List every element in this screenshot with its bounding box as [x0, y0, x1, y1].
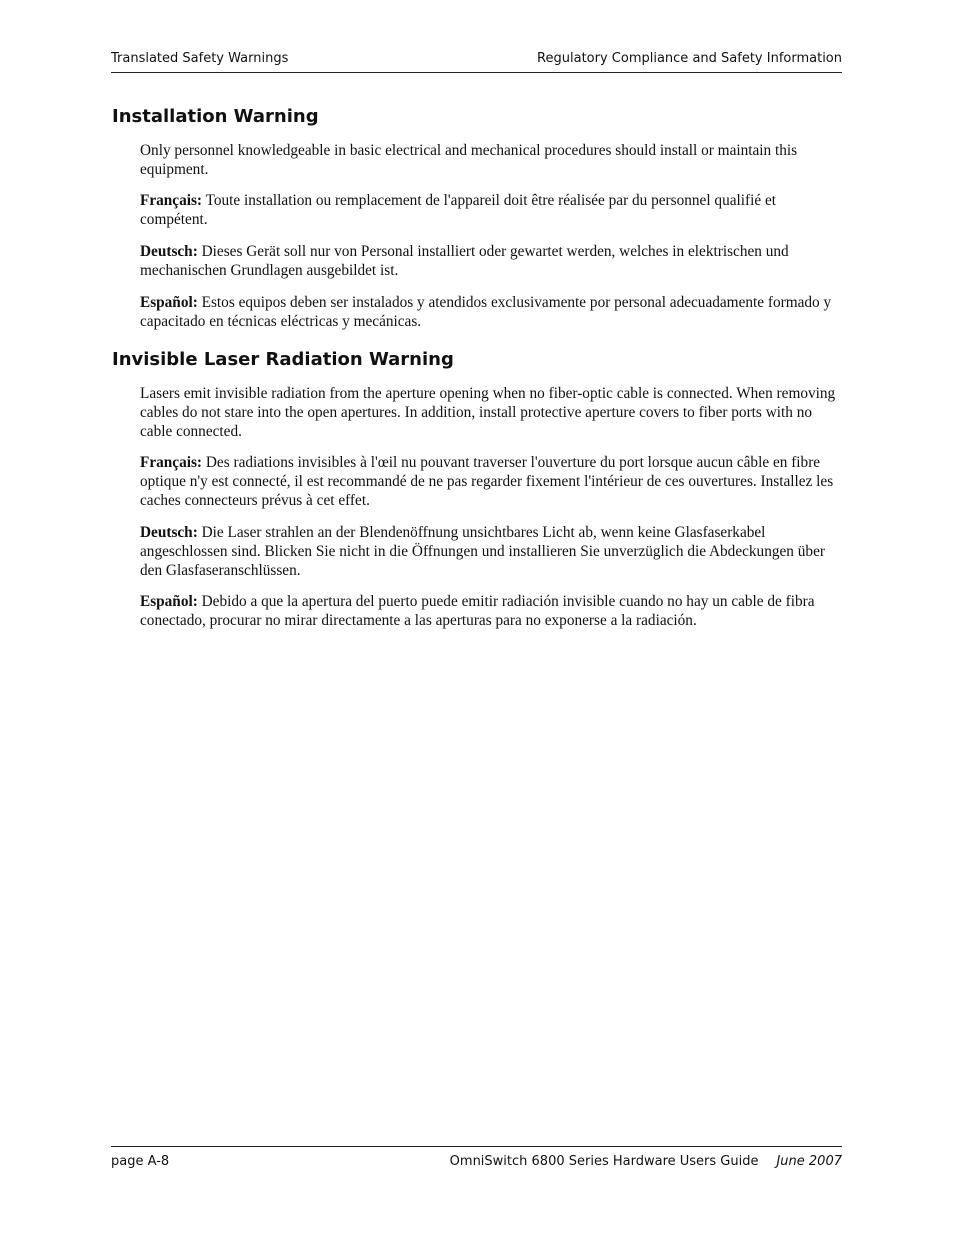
language-label: Français:	[140, 192, 203, 209]
section-title-invisible-laser-radiation-warning: Invisible Laser Radiation Warning	[112, 349, 454, 370]
laser-warning-spanish	[140, 592, 840, 630]
page-footer	[111, 1146, 842, 1173]
paragraph-text: Debido a que la apertura del puerto puede emitir radiación invisible cuando no hay un cable de fibra conectado, procurar no mirar directamente a las aperturas para no exponerse a la radiación.	[140, 593, 815, 629]
paragraph-text: Toute installation ou remplacement de l'appareil doit être réalisée par du personnel qualifié et compétent.	[140, 192, 777, 228]
language-label: Deutsch:	[140, 243, 198, 260]
installation-warning-spanish	[140, 293, 840, 331]
language-label: Español:	[140, 294, 198, 311]
installation-warning-english	[140, 141, 840, 179]
paragraph-text: Only personnel knowledgeable in basic electrical and mechanical procedures should install or maintain this equipment.	[140, 142, 798, 178]
installation-warning-german	[140, 242, 840, 280]
laser-warning-english	[140, 384, 840, 441]
paragraph-text: Die Laser strahlen an der Blendenöffnung unsichtbares Licht ab, wenn keine Glasfaserkabel angeschlossen sind. Blicken Sie nicht in die Öffnungen und installieren Sie unverzüglich die Abdeckungen über den Glasfaseranschlüssen.	[140, 524, 825, 579]
laser-warning-french	[140, 453, 840, 510]
language-label: Deutsch:	[140, 524, 198, 541]
paragraph-text: Dieses Gerät soll nur von Personal installiert oder gewartet werden, welches in elektrischen und mechanischen Grundlagen ausgebildet ist.	[140, 243, 789, 279]
guide-title: OmniSwitch 6800 Series Hardware Users Guide	[449, 1154, 759, 1169]
language-label: Español:	[140, 593, 198, 610]
page-header	[111, 50, 842, 73]
paragraph-text: Estos equipos deben ser instalados y atendidos exclusivamente por personal adecuadamente formado y capacitado en técnicas eléctricas y mecánicas.	[140, 294, 832, 330]
language-label: Français:	[140, 454, 203, 471]
installation-warning-french	[140, 191, 840, 229]
header-chapter-title: Regulatory Compliance and Safety Information	[537, 51, 842, 66]
footer-guide-info	[450, 1154, 842, 1169]
page-number: page A-8	[111, 1154, 170, 1169]
paragraph-text: Des radiations invisibles à l'œil nu pouvant traverser l'ouverture du port lorsque aucun câble en fibre optique n'y est connecté, il est recommandé de ne pas regarder fixement l'intérieur de ces ouvertures. Installez les caches connecteurs prévus à cet effet.	[140, 454, 834, 509]
section-title-installation-warning: Installation Warning	[112, 106, 319, 127]
header-section-title: Translated Safety Warnings	[111, 51, 289, 66]
publication-date: June 2007	[776, 1154, 842, 1169]
paragraph-text: Lasers emit invisible radiation from the aperture opening when no fiber-optic cable is connected. When removing cables do not stare into the open apertures. In addition, install protective aperture covers to fiber ports with no cable connected.	[140, 385, 836, 440]
laser-warning-german	[140, 523, 840, 580]
